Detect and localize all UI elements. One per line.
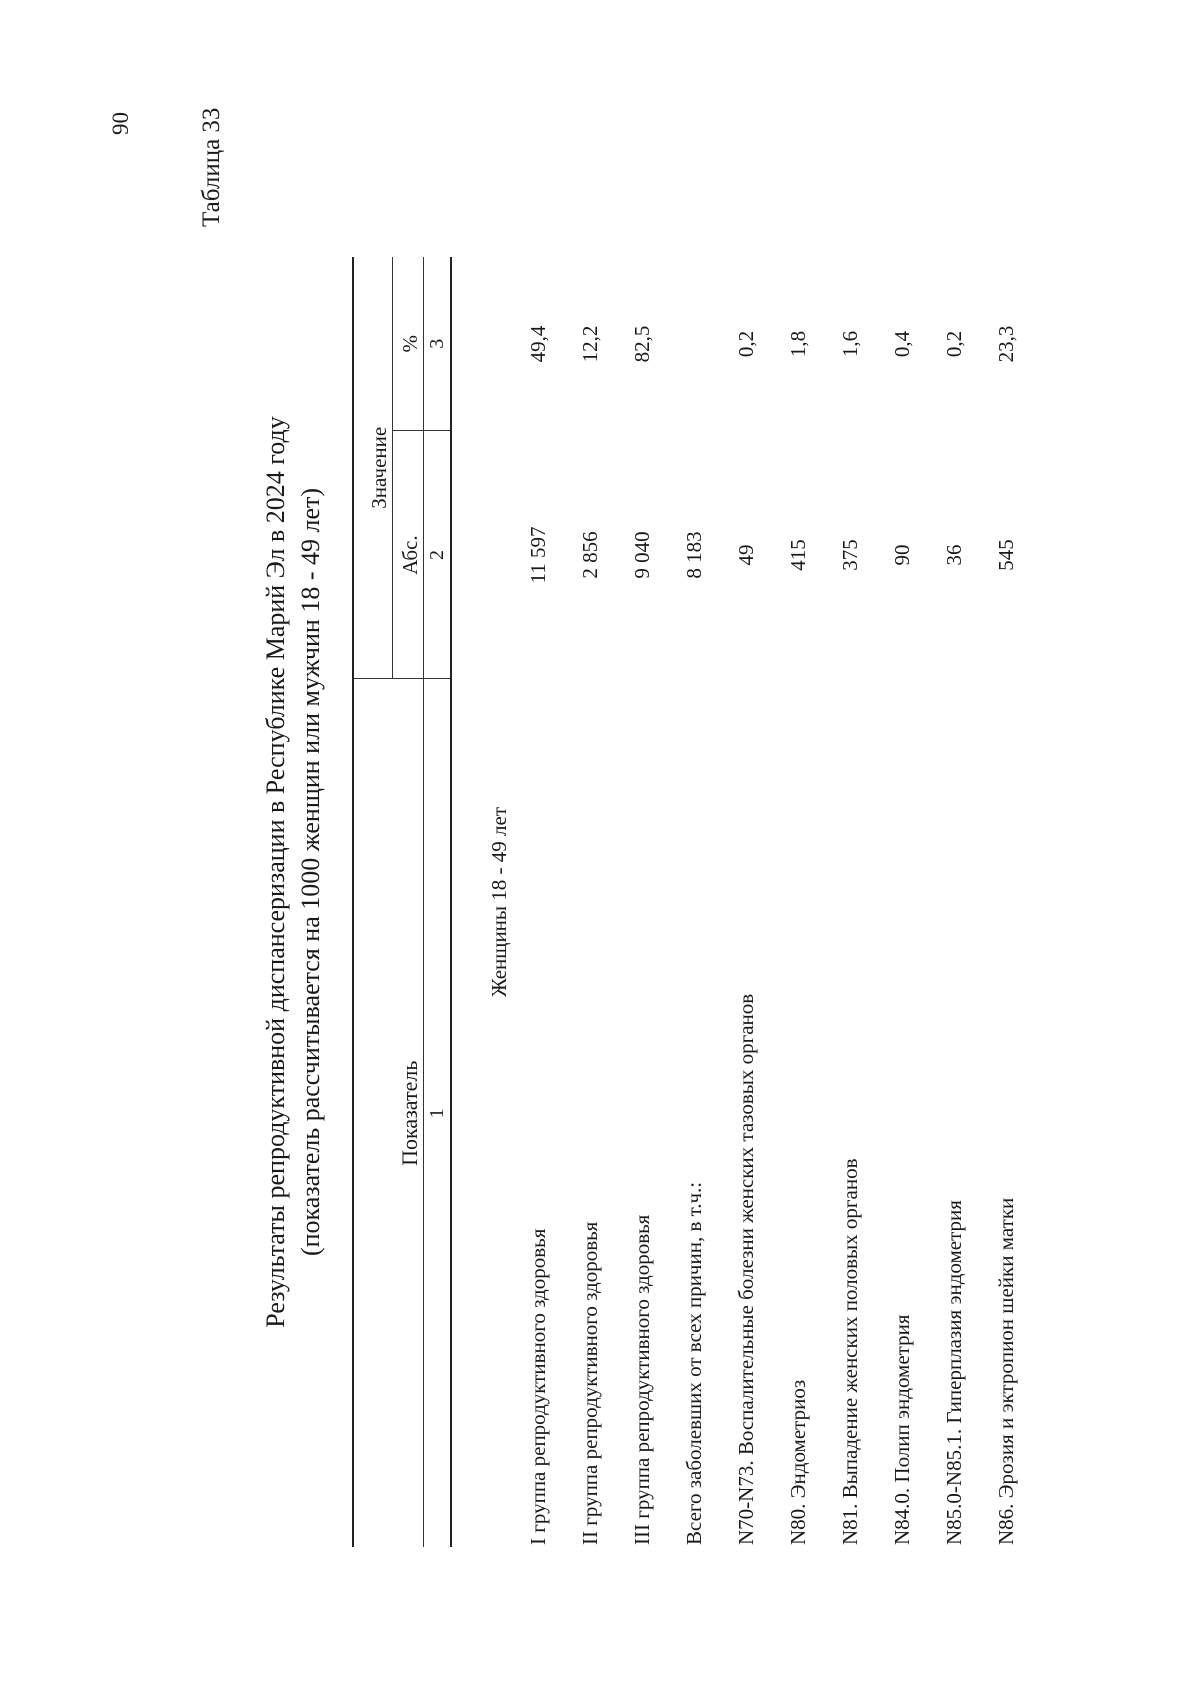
table-row [616,257,668,1547]
column-number: 1 [424,679,452,1547]
row-label: N80. Эндометриоз [785,1379,810,1545]
row-pct: 0,2 [941,330,966,358]
row-label: N84.0. Полип эндометрия [889,1314,914,1545]
table-row [876,257,928,1547]
row-pct: 0,2 [733,330,758,358]
row-pct: 23,3 [993,325,1018,363]
row-abs: 2 856 [577,531,602,579]
table-row [980,257,1032,1547]
column-number: 2 [424,431,452,679]
row-pct: 49,4 [525,325,550,363]
row-label: Всего заболевших от всех причин, в т.ч.: [681,1181,706,1545]
results-table [352,257,1032,1547]
row-abs: 90 [889,544,914,566]
section-title: Женщины 18 - 49 лет [487,806,511,998]
row-abs: 36 [941,544,966,566]
table-number: Таблица 33 [198,107,225,227]
row-label: II группа репродуктивного здоровья [577,1221,602,1545]
header-indicator: Показатель [353,679,424,1547]
table-row [668,257,720,1547]
row-pct [668,257,720,431]
header-abs: Абс. [393,431,424,679]
row-label: N85.0-N85.1. Гиперплазия эндометрия [941,1200,966,1545]
row-label: N70-N73. Воспалительные болезни женских тазовых органов [733,993,758,1545]
header-value: Значение [353,257,393,679]
row-abs: 11 597 [525,526,550,584]
row-label: III группа репродуктивного здоровья [629,1214,654,1545]
row-abs: 9 040 [629,531,654,579]
table-title: Результаты репродуктивной диспансеризации в Республике Марий Эл в 2024 году [261,416,290,1328]
row-pct: 0,4 [889,330,914,358]
table-row [772,257,824,1547]
column-number: 3 [424,257,452,431]
table-row [720,257,772,1547]
header-pct: % [393,257,424,431]
table-row [512,257,564,1547]
table-row [564,257,616,1547]
row-label: N86. Эрозия и эктропион шейки матки [993,1197,1018,1545]
page-number: 90 [108,112,133,135]
row-abs: 545 [993,539,1018,571]
row-pct: 82,5 [629,325,654,363]
row-pct: 1,6 [837,330,862,358]
row-abs: 49 [733,544,758,566]
row-label: N81. Выпадение женских половых органов [837,1158,862,1545]
row-abs: 8 183 [681,531,706,579]
row-label: I группа репродуктивного здоровья [525,1228,550,1545]
table-row [824,257,876,1547]
table-row [928,257,980,1547]
row-pct: 1,8 [785,330,810,358]
row-pct: 12,2 [577,325,602,363]
table-subtitle: (показатель рассчитывается на 1000 женщин или мужчин 18 - 49 лет) [296,487,325,1257]
row-abs: 415 [785,539,810,571]
row-abs: 375 [837,539,862,571]
